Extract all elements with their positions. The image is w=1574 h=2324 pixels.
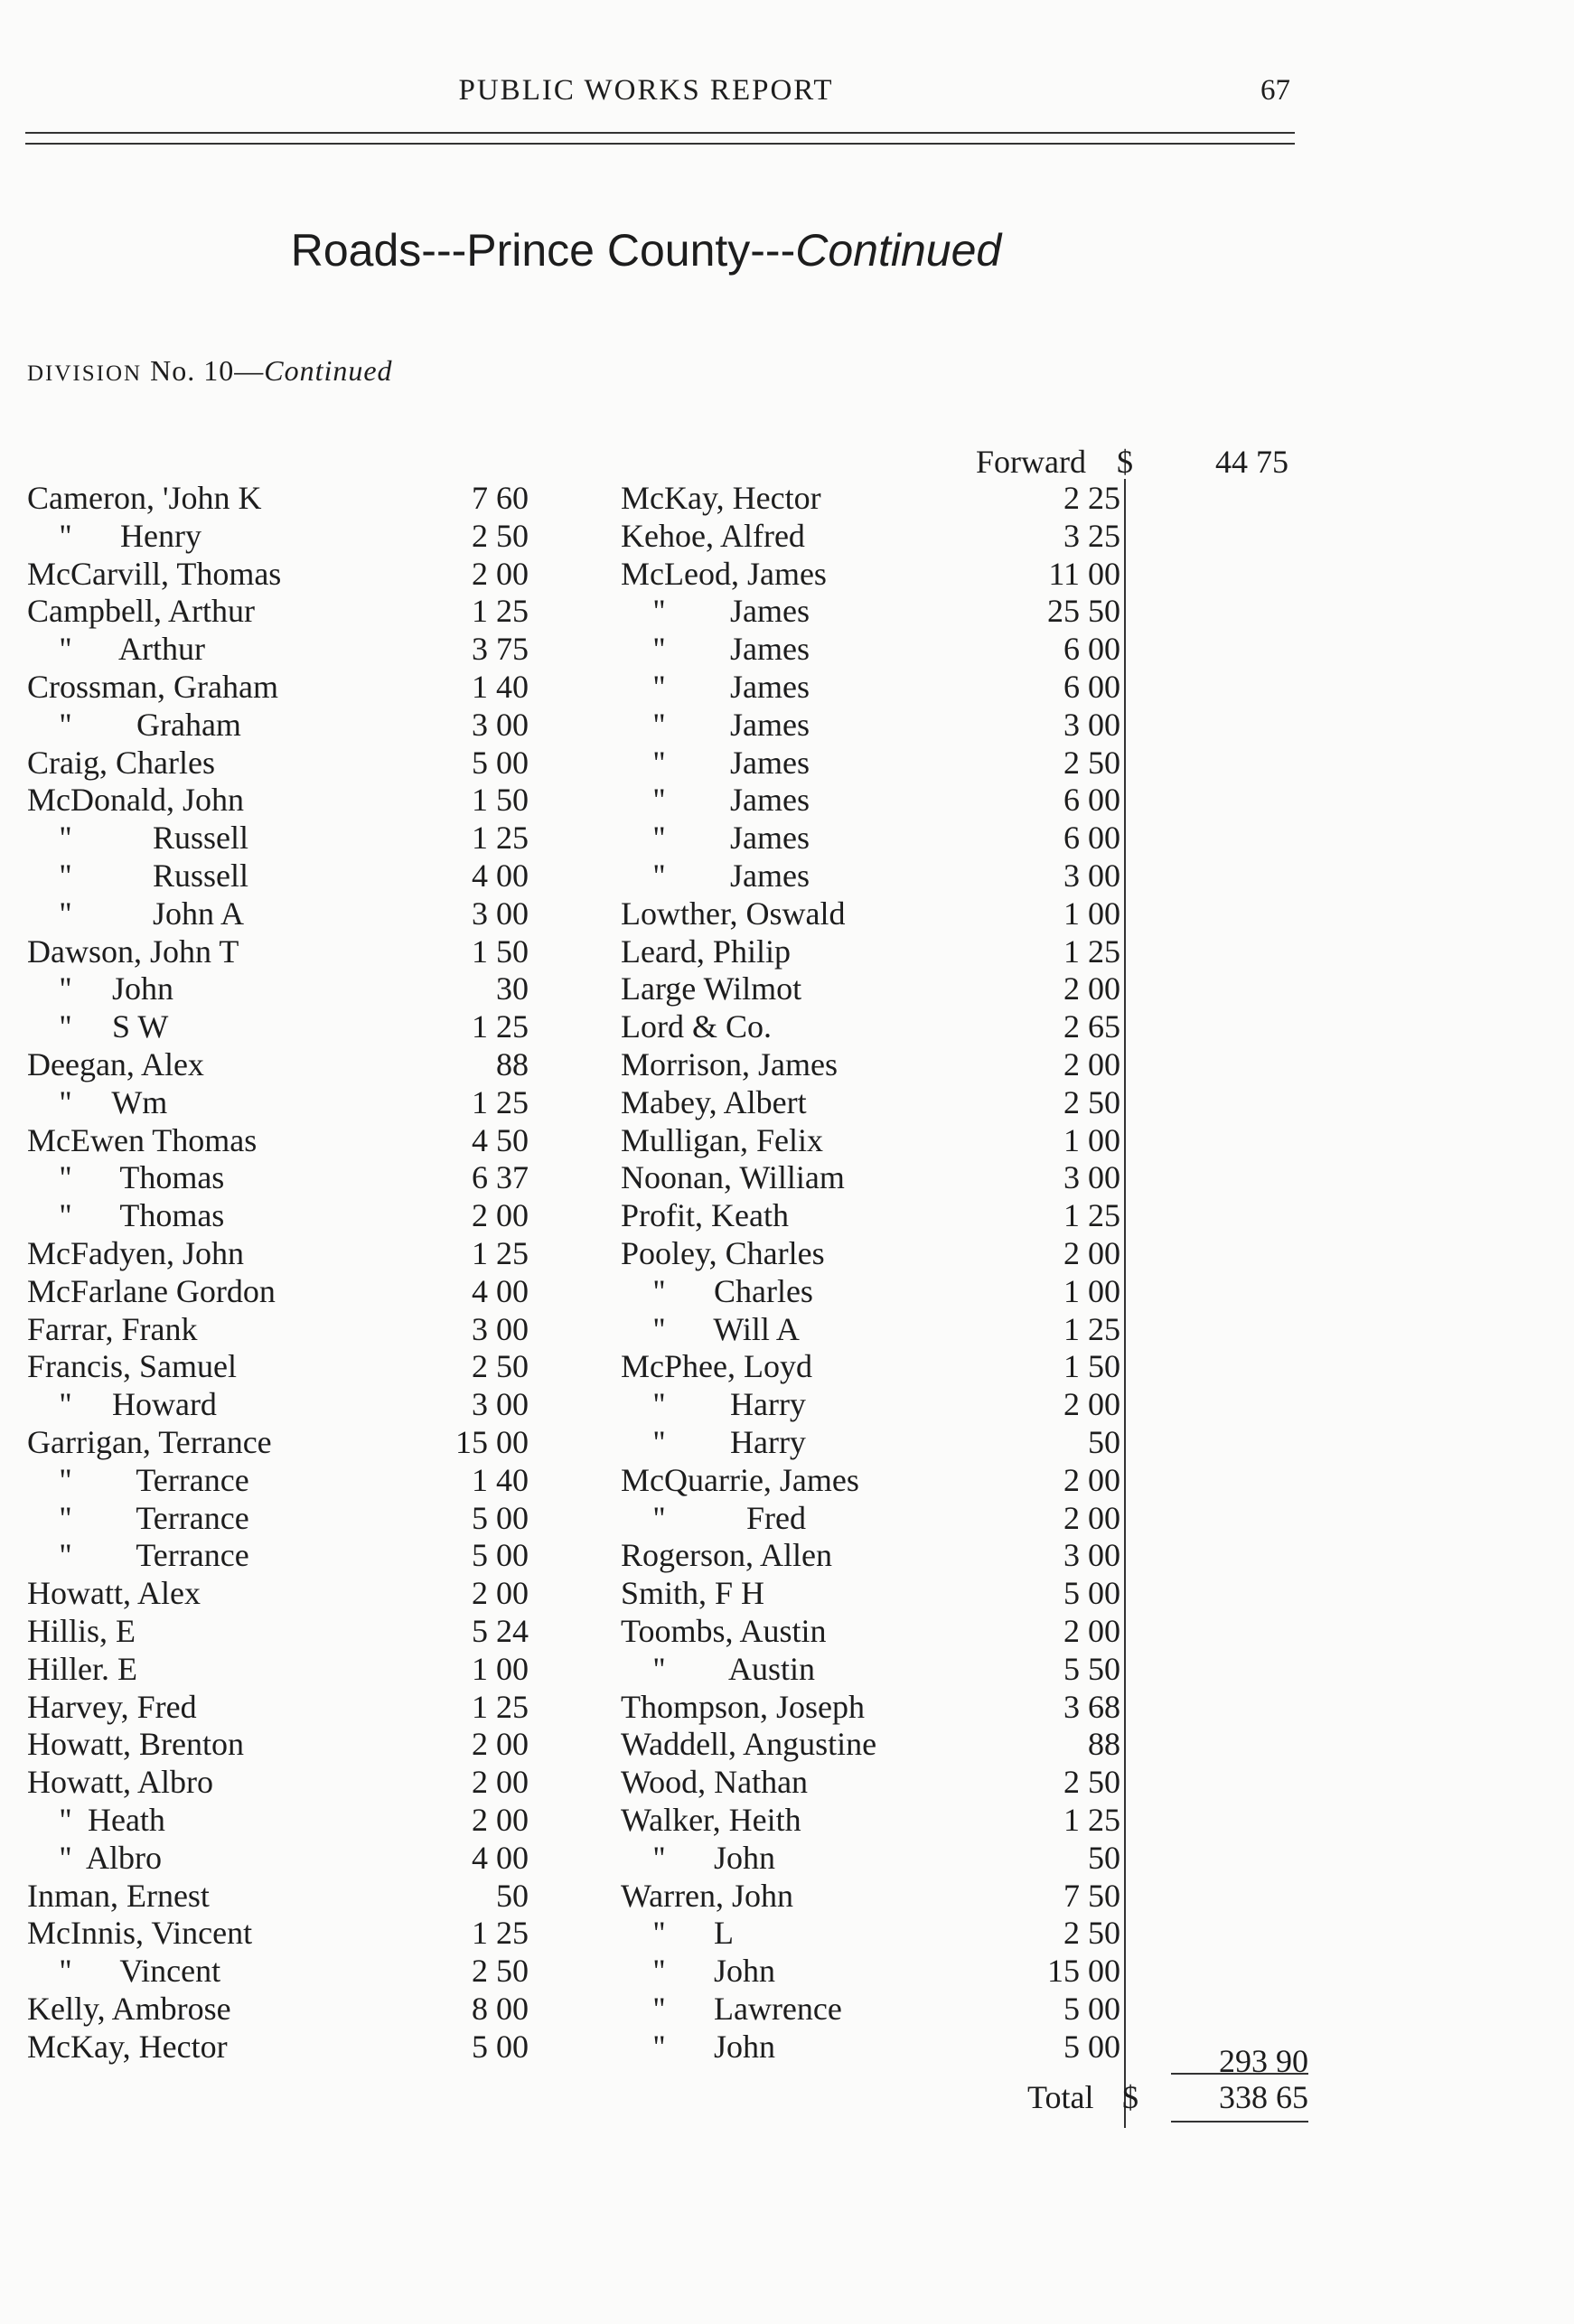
division-italic: Continued — [264, 354, 393, 387]
payee-name: Deegan, Alex — [27, 1046, 204, 1082]
ledger-row — [0, 1461, 1574, 1499]
payee-name: Craig, Charles — [27, 744, 215, 781]
ledger-row — [0, 1574, 1574, 1612]
payment-amount: 6 37 — [472, 1159, 529, 1196]
payment-amount: 4 50 — [472, 1121, 529, 1158]
payment-amount: 3 68 — [1063, 1688, 1120, 1725]
payment-amount: 2 50 — [1063, 744, 1120, 781]
column-total: 293 90 — [1219, 2043, 1308, 2079]
payee-name: '' Howard — [27, 1386, 217, 1423]
payee-name: '' Charles — [621, 1272, 813, 1309]
ledger-row — [0, 932, 1574, 970]
payee-name: '' Austin — [621, 1650, 815, 1687]
payee-name: Hiller. E — [27, 1650, 137, 1687]
payee-name: Wood, Nathan — [621, 1764, 809, 1801]
ledger-row — [0, 1650, 1574, 1688]
payee-name: Mabey, Albert — [621, 1083, 807, 1120]
payee-name: '' Terrance — [27, 1499, 249, 1536]
payee-name: '' John — [621, 1839, 775, 1876]
header-rule-bottom — [25, 143, 1295, 145]
ledger-row — [0, 1423, 1574, 1461]
payee-name: '' Will A — [621, 1310, 800, 1347]
payment-amount: 15 00 — [455, 1424, 529, 1460]
payee-name: Kehoe, Alfred — [621, 517, 805, 554]
payment-amount: 1 40 — [472, 1461, 529, 1498]
payee-name: '' John — [621, 2028, 775, 2065]
ledger-row — [0, 1045, 1574, 1083]
ledger-row — [0, 1310, 1574, 1348]
payment-amount: 1 00 — [1063, 1272, 1120, 1309]
payment-amount: 1 50 — [1063, 1348, 1120, 1385]
payment-amount: 3 00 — [472, 706, 529, 743]
payee-name: Harvey, Fred — [27, 1688, 197, 1725]
page-title-main: Roads---Prince County--- — [290, 225, 796, 276]
payment-amount: 3 00 — [472, 895, 529, 932]
payment-amount: 2 50 — [1063, 1764, 1120, 1801]
total-rule-top — [1171, 2073, 1308, 2075]
payee-name: Lowther, Oswald — [621, 895, 846, 932]
ledger-row — [0, 1688, 1574, 1726]
payee-name: McCarvill, Thomas — [27, 555, 282, 592]
ledger-row — [0, 1121, 1574, 1159]
payment-amount: 1 50 — [472, 782, 529, 819]
ledger-row — [0, 1499, 1574, 1537]
payment-amount: 6 00 — [1063, 782, 1120, 819]
ledger-row — [0, 668, 1574, 706]
payment-amount: 2 00 — [1063, 970, 1120, 1007]
ledger-row — [0, 1914, 1574, 1952]
page-title-italic: Continued — [795, 225, 1002, 276]
ledger-row — [0, 1083, 1574, 1121]
payee-name: '' James — [621, 820, 810, 857]
payment-amount: 2 00 — [472, 1575, 529, 1612]
payee-name: Toombs, Austin — [621, 1613, 827, 1649]
payee-name: McPhee, Loyd — [621, 1348, 812, 1385]
payment-amount: 2 00 — [472, 1197, 529, 1234]
payee-name: Morrison, James — [621, 1046, 838, 1082]
payment-amount: 1 25 — [1063, 1197, 1120, 1234]
payee-name: '' Lawrence — [621, 1991, 842, 2027]
payment-amount: 5 24 — [472, 1613, 529, 1649]
payment-amount: 5 00 — [472, 1499, 529, 1536]
payment-amount: 3 00 — [1063, 857, 1120, 894]
payment-amount: 3 25 — [1063, 517, 1120, 554]
payment-amount: 30 — [496, 970, 529, 1007]
payment-amount: 3 00 — [1063, 1537, 1120, 1574]
payee-name: Warren, John — [621, 1877, 794, 1914]
payment-amount: 6 00 — [1063, 820, 1120, 857]
payee-name: '' Fred — [621, 1499, 806, 1536]
payee-name: McInnis, Vincent — [27, 1915, 253, 1952]
payment-amount: 15 00 — [1047, 1953, 1120, 1990]
header-rule-top — [25, 132, 1295, 134]
payee-name: '' Graham — [27, 706, 241, 743]
payment-amount: 1 25 — [472, 1083, 529, 1120]
payee-name: Crossman, Graham — [27, 669, 278, 705]
payment-amount: 50 — [1088, 1424, 1120, 1460]
payee-name: '' L — [621, 1915, 734, 1952]
payee-name: '' Russell — [27, 820, 248, 857]
payment-amount: 7 60 — [472, 480, 529, 516]
ledger-row — [0, 555, 1574, 593]
payment-amount: 6 00 — [1063, 669, 1120, 705]
payment-amount: 2 50 — [1063, 1915, 1120, 1952]
payment-amount: 1 25 — [472, 1235, 529, 1271]
payee-name: Large Wilmot — [621, 970, 802, 1007]
ledger-row — [0, 1839, 1574, 1877]
payee-name: '' Thomas — [27, 1159, 225, 1196]
payment-amount: 3 00 — [1063, 706, 1120, 743]
payment-amount: 5 00 — [472, 2028, 529, 2065]
payee-name: '' James — [621, 744, 810, 781]
payee-name: '' James — [621, 593, 810, 630]
payment-amount: 5 00 — [472, 744, 529, 781]
payment-amount: 2 00 — [472, 555, 529, 592]
payment-amount: 2 00 — [1063, 1235, 1120, 1271]
payee-name: McKay, Hector — [27, 2028, 228, 2065]
payee-name: McKay, Hector — [621, 480, 821, 516]
payment-amount: 1 25 — [1063, 1310, 1120, 1347]
payment-amount: 4 00 — [472, 1272, 529, 1309]
payee-name: Waddell, Angustine — [621, 1726, 877, 1763]
payee-name: '' Albro — [27, 1839, 162, 1876]
payee-name: Thompson, Joseph — [621, 1688, 865, 1725]
payment-amount: 3 00 — [472, 1386, 529, 1423]
payee-name: '' Harry — [621, 1424, 806, 1460]
payee-name: McFadyen, John — [27, 1235, 244, 1271]
payee-name: Dawson, John T — [27, 932, 239, 970]
payee-name: Leard, Philip — [621, 932, 791, 970]
payee-name: '' Vincent — [27, 1953, 221, 1990]
payment-amount: 1 00 — [472, 1650, 529, 1687]
payee-name: Walker, Heith — [621, 1802, 801, 1838]
payee-name: '' John — [27, 970, 173, 1007]
payee-name: Howatt, Albro — [27, 1764, 213, 1801]
forward-amount: 44 75 — [1215, 444, 1288, 480]
payee-name: Garrigan, Terrance — [27, 1424, 272, 1460]
payment-amount: 25 50 — [1047, 593, 1120, 630]
payee-name: '' Thomas — [27, 1197, 225, 1234]
payment-amount: 1 25 — [1063, 932, 1120, 970]
payee-name: Mulligan, Felix — [621, 1121, 823, 1158]
payee-name: Pooley, Charles — [621, 1235, 825, 1271]
payment-amount: 2 00 — [1063, 1461, 1120, 1498]
ledger-row — [0, 2028, 1574, 2066]
payee-name: '' Terrance — [27, 1537, 249, 1574]
total-label: Total — [1027, 2079, 1094, 2115]
page-number: 67 — [1260, 74, 1290, 107]
forward-label: Forward — [976, 444, 1086, 480]
payment-amount: 50 — [1088, 1839, 1120, 1876]
payee-name: McFarlane Gordon — [27, 1272, 276, 1309]
ledger-row — [0, 1612, 1574, 1650]
ledger-row — [0, 1234, 1574, 1272]
payee-name: McLeod, James — [621, 555, 827, 592]
division-label: No. 10— — [150, 354, 265, 387]
ledger-row — [0, 1952, 1574, 1990]
payee-name: '' S W — [27, 1008, 169, 1045]
payee-name: '' Arthur — [27, 631, 205, 668]
payment-amount: 2 50 — [1063, 1083, 1120, 1120]
payment-amount: 4 00 — [472, 1839, 529, 1876]
grand-total: 338 65 — [1219, 2079, 1308, 2115]
payment-amount: 50 — [496, 1877, 529, 1914]
payment-amount: 2 50 — [472, 1348, 529, 1385]
ledger-row — [0, 895, 1574, 932]
ledger-row — [0, 1007, 1574, 1045]
ledger-row — [0, 1877, 1574, 1915]
ledger-row — [0, 517, 1574, 555]
payee-name: Noonan, William — [621, 1159, 845, 1196]
payee-name: Hillis, E — [27, 1613, 136, 1649]
ledger-row — [0, 1536, 1574, 1574]
payee-name: McQuarrie, James — [621, 1461, 859, 1498]
payment-amount: 2 25 — [1063, 480, 1120, 516]
payment-amount: 2 50 — [472, 517, 529, 554]
division-heading — [27, 354, 393, 388]
payee-name: '' James — [621, 631, 810, 668]
payment-amount: 3 00 — [472, 1310, 529, 1347]
payee-name: Campbell, Arthur — [27, 593, 255, 630]
ledger-row — [0, 479, 1574, 517]
payee-name: Lord & Co. — [621, 1008, 772, 1045]
payment-amount: 2 00 — [1063, 1613, 1120, 1649]
payee-name: '' John A — [27, 895, 244, 932]
payee-name: Smith, F H — [621, 1575, 765, 1612]
payment-amount: 1 25 — [472, 593, 529, 630]
payment-amount: 5 00 — [472, 1537, 529, 1574]
payee-name: '' James — [621, 782, 810, 819]
payee-name: '' Russell — [27, 857, 248, 894]
payment-amount: 1 25 — [472, 1688, 529, 1725]
payee-name: Profit, Keath — [621, 1197, 789, 1234]
payee-name: Rogerson, Allen — [621, 1537, 832, 1574]
payment-amount: 5 00 — [1063, 1575, 1120, 1612]
payee-name: Inman, Ernest — [27, 1877, 210, 1914]
payment-amount: 1 50 — [472, 932, 529, 970]
ledger-row — [0, 706, 1574, 744]
ledger-row — [0, 1158, 1574, 1196]
payment-amount: 2 00 — [1063, 1499, 1120, 1536]
page-title — [0, 224, 1292, 276]
payee-name: '' James — [621, 706, 810, 743]
payment-amount: 1 40 — [472, 669, 529, 705]
payee-name: Howatt, Brenton — [27, 1726, 244, 1763]
division-prefix: DIVISION — [27, 361, 143, 386]
ledger-row — [0, 857, 1574, 895]
payee-name: Farrar, Frank — [27, 1310, 198, 1347]
payment-amount: 5 00 — [1063, 2028, 1120, 2065]
payee-name: '' John — [621, 1953, 775, 1990]
payee-name: '' Harry — [621, 1386, 806, 1423]
payment-amount: 1 25 — [472, 820, 529, 857]
ledger-row — [0, 592, 1574, 630]
ledger-row — [0, 970, 1574, 1007]
ledger-row — [0, 1725, 1574, 1763]
forward-dollar-sign: $ — [1117, 444, 1133, 480]
payee-name: Kelly, Ambrose — [27, 1991, 231, 2027]
payment-amount: 2 50 — [472, 1953, 529, 1990]
ledger-row — [0, 1763, 1574, 1801]
payment-amount: 1 25 — [1063, 1802, 1120, 1838]
payment-amount: 6 00 — [1063, 631, 1120, 668]
payment-amount: 1 25 — [472, 1008, 529, 1045]
payee-name: Howatt, Alex — [27, 1575, 201, 1612]
total-dollar-sign: $ — [1122, 2079, 1138, 2115]
ledger-row — [0, 1801, 1574, 1839]
ledger-row — [0, 819, 1574, 857]
payment-amount: 2 65 — [1063, 1008, 1120, 1045]
payment-amount: 2 00 — [472, 1726, 529, 1763]
payee-name: '' Wm — [27, 1083, 168, 1120]
payee-name: '' Henry — [27, 517, 201, 554]
payment-amount: 3 75 — [472, 631, 529, 668]
payment-amount: 3 00 — [1063, 1159, 1120, 1196]
payment-amount: 5 00 — [1063, 1991, 1120, 2027]
payee-name: Cameron, 'John K — [27, 480, 262, 516]
total-rule-bottom — [1171, 2121, 1308, 2123]
ledger-row — [0, 781, 1574, 819]
payee-name: '' James — [621, 857, 810, 894]
ledger-row — [0, 630, 1574, 668]
payee-name: McEwen Thomas — [27, 1121, 258, 1158]
payment-amount: 2 00 — [472, 1764, 529, 1801]
ledger-row — [0, 1385, 1574, 1423]
ledger-row — [0, 1990, 1574, 2028]
running-header: PUBLIC WORKS REPORT — [458, 74, 834, 107]
payment-amount: 1 25 — [472, 1915, 529, 1952]
payment-amount: 5 50 — [1063, 1650, 1120, 1687]
payment-amount: 1 00 — [1063, 895, 1120, 932]
payment-amount: 2 00 — [1063, 1046, 1120, 1082]
payment-amount: 2 00 — [472, 1802, 529, 1838]
payment-amount: 11 00 — [1048, 555, 1120, 592]
payment-amount: 7 50 — [1063, 1877, 1120, 1914]
payment-amount: 8 00 — [472, 1991, 529, 2027]
payee-name: '' Terrance — [27, 1461, 249, 1498]
ledger-row — [0, 1347, 1574, 1385]
payment-amount: 2 00 — [1063, 1386, 1120, 1423]
ledger-row — [0, 1272, 1574, 1310]
payment-amount: 88 — [496, 1046, 529, 1082]
payee-name: Francis, Samuel — [27, 1348, 237, 1385]
payee-name: McDonald, John — [27, 782, 244, 819]
payee-name: '' Heath — [27, 1802, 165, 1838]
payment-amount: 88 — [1088, 1726, 1120, 1763]
ledger-row — [0, 744, 1574, 782]
payee-name: '' James — [621, 669, 810, 705]
ledger-row — [0, 1196, 1574, 1234]
payment-amount: 4 00 — [472, 857, 529, 894]
payment-amount: 1 00 — [1063, 1121, 1120, 1158]
